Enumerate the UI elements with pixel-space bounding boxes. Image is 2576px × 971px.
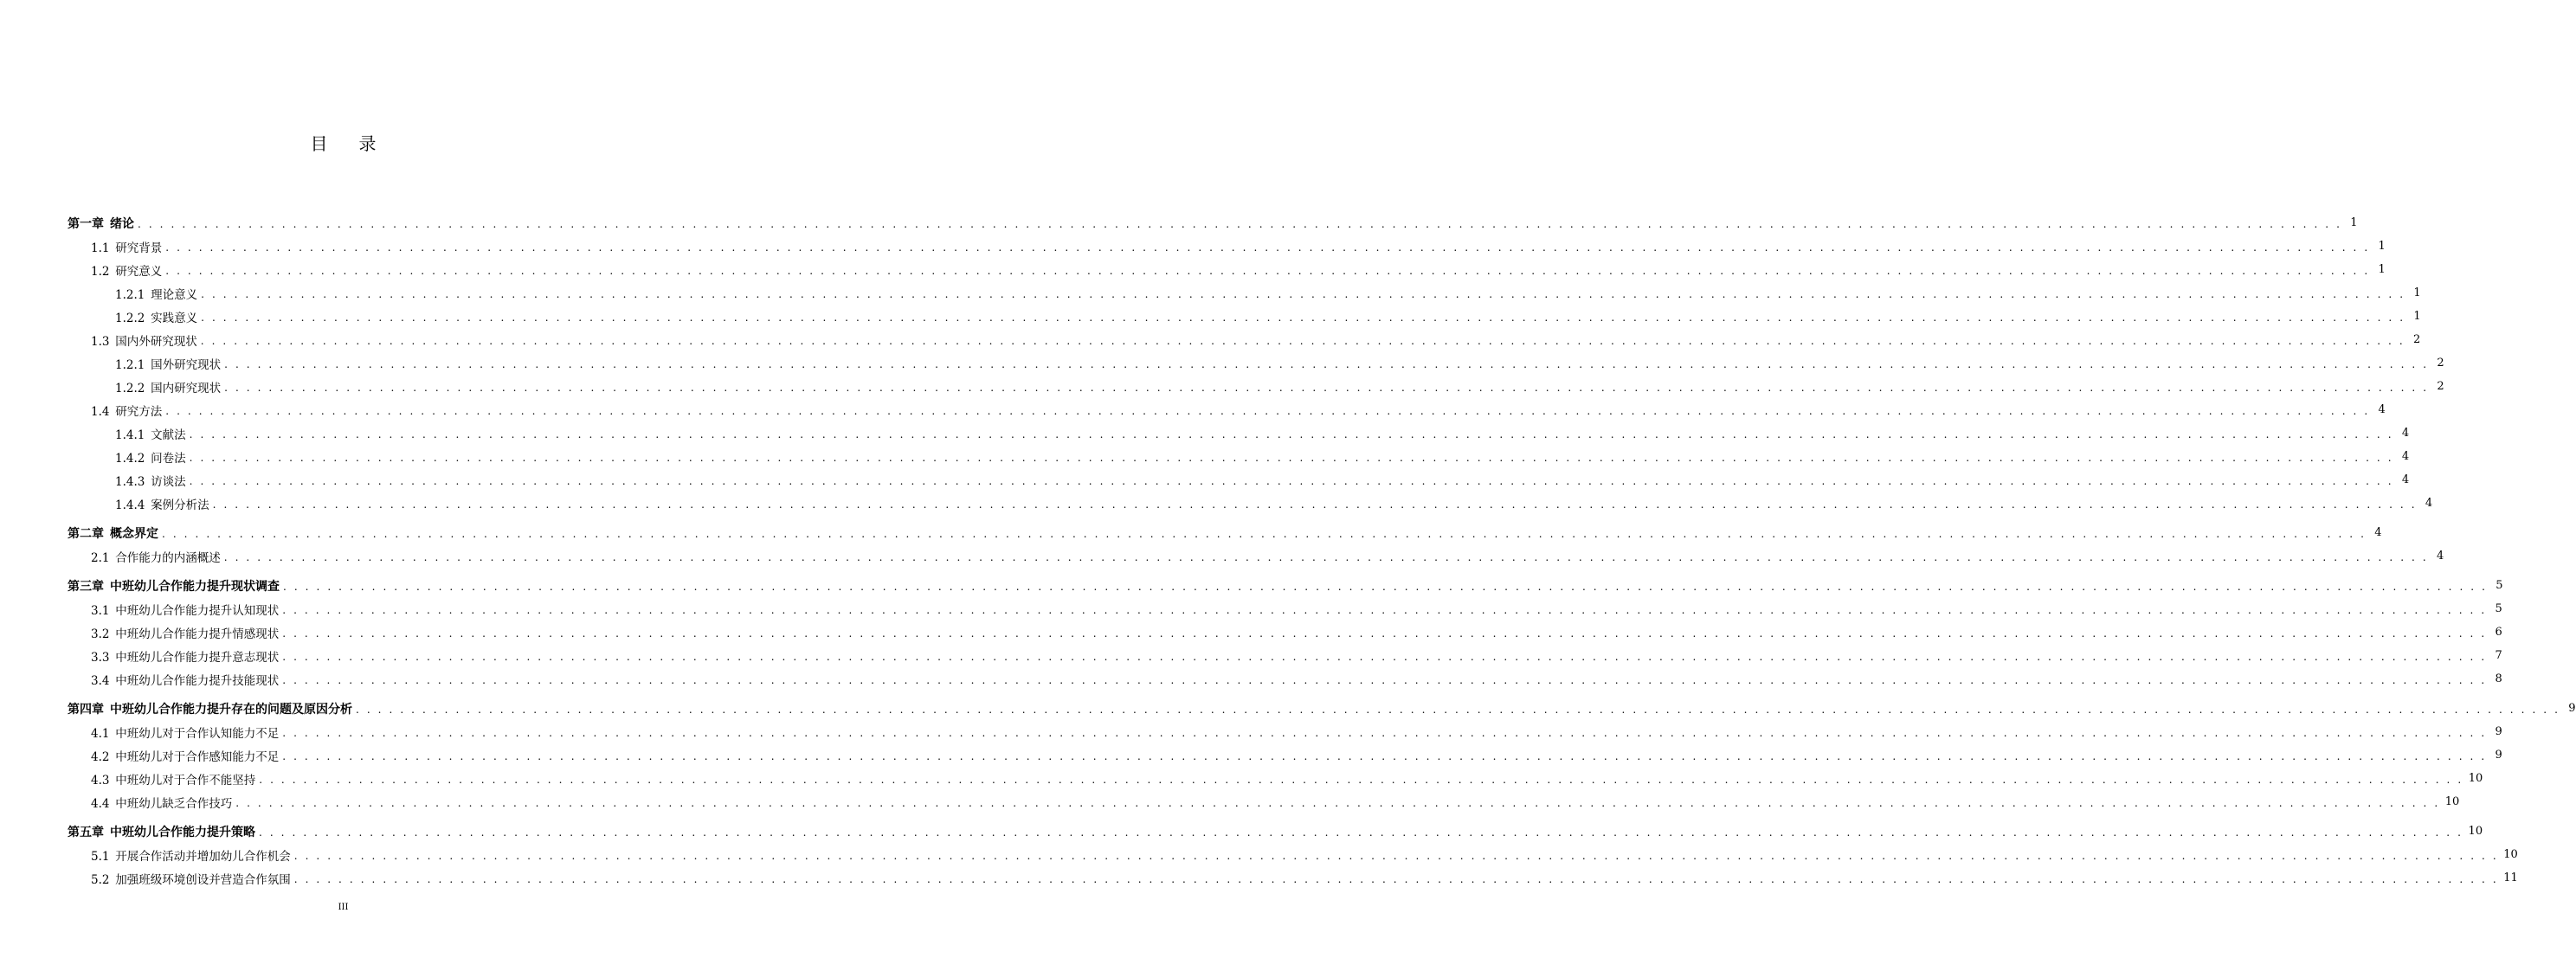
toc-entry-page-number: 10 [2468,772,2483,785]
toc-entry-number: 1.2.2 [115,381,145,395]
toc-entry-label: 研究方法 [115,404,163,419]
toc-entry-label: 中班幼儿合作能力提升情感现状 [115,627,280,641]
toc-entry-label: 合作能力的内涵概述 [115,550,221,565]
toc-entry-page-number: 8 [2495,672,2502,685]
toc-dot-leader: . . . . . . . . . . . . . . . . . . . . . . . . . . . . . . . . . . . . . . . . . . . . . . . . . . . . . . . . . . . . . . . . . . . . . . . . . . . . . . . . . . . . . . . . . . . . . . . . . . . . . . . . . . . . . . . . . . . . . . . . . . . . . . . . . . . . . . . . . . . . . . . . . . . . . . . . . . . . . . . . . . . . . . . . . . . . . . . . . . . . . . . . . . . . . . . . . . . . . . . [165,404,2370,417]
toc-entry-page-number: 6 [2495,626,2502,639]
toc-entry-label: 中班幼儿对于合作不能坚持 [115,773,256,788]
toc-entry-page-number: 4 [2374,526,2382,539]
toc-entry-label: 国内研究现状 [151,381,222,395]
toc-entry-title [91,624,282,641]
toc-entry-number: 4.1 [91,726,110,741]
toc-dot-leader: . . . . . . . . . . . . . . . . . . . . . . . . . . . . . . . . . . . . . . . . . . . . . . . . . . . . . . . . . . . . . . . . . . . . . . . . . . . . . . . . . . . . . . . . . . . . . . . . . . . . . . . . . . . . . . . . . . . . . . . . . . . . . . . . . . . . . . . . . . . . . . . . . . . . . . . . . . . . . . . . . . . . . . . . . . . . . . . . . . . . . . . . . . . . . . . . . . . . . . . [283,580,2488,593]
toc-dot-leader: . . . . . . . . . . . . . . . . . . . . . . . . . . . . . . . . . . . . . . . . . . . . . . . . . . . . . . . . . . . . . . . . . . . . . . . . . . . . . . . . . . . . . . . . . . . . . . . . . . . . . . . . . . . . . . . . . . . . . . . . . . . . . . . . . . . . . . . . . . . . . . . . . . . . . . . . . . . . . . . . . . . . . . . . . . . . . . . . . . . . . . . . . . . . . . . . . . . . . . . [282,627,2487,640]
toc-entry-number: 2.1 [91,550,110,565]
toc-entry[interactable] [68,375,2444,398]
toc-entry-number: 1.4.2 [115,451,145,466]
toc-entry-page-number: 2 [2437,357,2444,370]
toc-entry[interactable] [68,866,2518,890]
toc-entry-number: 1.2 [91,264,110,279]
page-title: 目录 [310,133,408,154]
toc-dot-leader: . . . . . . . . . . . . . . . . . . . . . . . . . . . . . . . . . . . . . . . . . . . . . . . . . . . . . . . . . . . . . . . . . . . . . . . . . . . . . . . . . . . . . . . . . . . . . . . . . . . . . . . . . . . . . . . . . . . . . . . . . . . . . . . . . . . . . . . . . . . . . . . . . . . . . . . . . . . . . . . . . . . . . . . . . . . . . . . . . . . . . . . . . . . . . . . . . . . . . . . [282,749,2487,762]
toc-entry-label: 案例分析法 [151,498,209,512]
toc-dot-leader: . . . . . . . . . . . . . . . . . . . . . . . . . . . . . . . . . . . . . . . . . . . . . . . . . . . . . . . . . . . . . . . . . . . . . . . . . . . . . . . . . . . . . . . . . . . . . . . . . . . . . . . . . . . . . . . . . . . . . . . . . . . . . . . . . . . . . . . . . . . . . . . . . . . . . . . . . . . . . . . . . . . . . . . . . . . . . . . . . . . . . . . . . . . . . . . . . . . . . . . [224,357,2429,370]
toc-entry-page-number: 1 [2413,310,2421,323]
toc-entry-number: 1.1 [91,241,110,255]
toc-entry-title [115,285,201,302]
toc-entry-title [91,846,294,864]
toc-entry-page-number: 5 [2496,579,2503,592]
toc-entry-number: 第一章 [68,216,104,231]
toc-dot-leader: . . . . . . . . . . . . . . . . . . . . . . . . . . . . . . . . . . . . . . . . . . . . . . . . . . . . . . . . . . . . . . . . . . . . . . . . . . . . . . . . . . . . . . . . . . . . . . . . . . . . . . . . . . . . . . . . . . . . . . . . . . . . . . . . . . . . . . . . . . . . . . . . . . . . . . . . . . . . . . . . . . . . . . . . . . . . . . . . . . . . . . . . . . . . . . . . . . . . . . . [189,428,2394,440]
toc-entry[interactable] [68,544,2444,568]
toc-entry-title [68,823,259,840]
toc-entry[interactable] [68,235,2386,258]
toc-entry-page-number: 4 [2401,427,2410,440]
toc-entry-number: 1.4.1 [115,428,145,442]
toc-entry-title [68,215,138,232]
toc-entry-page-number: 1 [2378,263,2386,276]
toc-entry[interactable] [68,421,2410,445]
toc-entry[interactable] [68,445,2410,468]
toc-dot-leader: . . . . . . . . . . . . . . . . . . . . . . . . . . . . . . . . . . . . . . . . . . . . . . . . . . . . . . . . . . . . . . . . . . . . . . . . . . . . . . . . . . . . . . . . . . . . . . . . . . . . . . . . . . . . . . . . . . . . . . . . . . . . . . . . . . . . . . . . . . . . . . . . . . . . . . . . . . . . . . . . . . . . . . . . . . . . . . . . . . . . . . . . . . . . . . . . . . . . . . . [201,287,2405,300]
toc-entry-label: 国外研究现状 [151,357,222,372]
table-of-contents [68,211,2576,890]
toc-entry-label: 加强班级环境创设并营造合作氛围 [115,872,291,887]
toc-entry-number: 1.2.1 [115,357,145,372]
toc-entry-title [91,548,224,565]
toc-entry-page-number: 2 [2413,333,2421,346]
toc-entry-number: 4.3 [91,773,110,788]
toc-entry-title [115,448,190,466]
toc-entry-label: 中班幼儿合作能力提升技能现状 [115,673,280,688]
toc-entry-label: 中班幼儿合作能力提升认知现状 [115,603,280,618]
toc-entry[interactable] [68,305,2421,328]
toc-entry-page-number: 9 [2495,725,2502,738]
toc-entry-title [68,577,283,595]
toc-entry-title [68,700,356,717]
toc-entry-label: 中班幼儿合作能力提升意志现状 [115,650,280,665]
toc-entry-label: 中班幼儿合作能力提升存在的问题及原因分析 [110,702,352,717]
toc-entry-title [91,647,282,665]
toc-entry-title [115,472,190,489]
toc-dot-leader: . . . . . . . . . . . . . . . . . . . . . . . . . . . . . . . . . . . . . . . . . . . . . . . . . . . . . . . . . . . . . . . . . . . . . . . . . . . . . . . . . . . . . . . . . . . . . . . . . . . . . . . . . . . . . . . . . . . . . . . . . . . . . . . . . . . . . . . . . . . . . . . . . . . . . . . . . . . . . . . . . . . . . . . . . . . . . . . . . . . . . . . . . . . . . . . . . . . . . . . [223,550,2429,563]
toc-entry-label: 开展合作活动并增加幼儿合作机会 [115,849,291,864]
toc-entry[interactable] [68,351,2444,375]
toc-dot-leader: . . . . . . . . . . . . . . . . . . . . . . . . . . . . . . . . . . . . . . . . . . . . . . . . . . . . . . . . . . . . . . . . . . . . . . . . . . . . . . . . . . . . . . . . . . . . . . . . . . . . . . . . . . . . . . . . . . . . . . . . . . . . . . . . . . . . . . . . . . . . . . . . . . . . . . . . . . . . . . . . . . . . . . . . . . . . . . . . . . . . . . . . . . . . . . . . . . . . . . . [282,603,2487,616]
toc-chapter-entry[interactable] [68,211,2358,235]
toc-entry-title [115,308,201,325]
toc-entry-page-number: 10 [2468,825,2483,838]
toc-entry-number: 5.2 [91,872,110,887]
toc-entry-page-number: 11 [2503,871,2518,884]
toc-entry-number: 第五章 [68,825,104,839]
toc-entry-page-number: 4 [2401,473,2410,486]
toc-entry-page-number: 4 [2401,450,2410,463]
toc-entry-label: 中班幼儿合作能力提升策略 [110,825,255,839]
toc-chapter-entry[interactable] [68,521,2382,544]
toc-entry-label: 中班幼儿合作能力提升现状调查 [110,579,280,594]
toc-dot-leader: . . . . . . . . . . . . . . . . . . . . . . . . . . . . . . . . . . . . . . . . . . . . . . . . . . . . . . . . . . . . . . . . . . . . . . . . . . . . . . . . . . . . . . . . . . . . . . . . . . . . . . . . . . . . . . . . . . . . . . . . . . . . . . . . . . . . . . . . . . . . . . . . . . . . . . . . . . . . . . . . . . . . . . . . . . . . . . . . . . . . . . . . . . . . . . . . . . . . . . . [259,773,2463,786]
toc-entry-number: 3.4 [91,673,110,688]
toc-dot-leader: . . . . . . . . . . . . . . . . . . . . . . . . . . . . . . . . . . . . . . . . . . . . . . . . . . . . . . . . . . . . . . . . . . . . . . . . . . . . . . . . . . . . . . . . . . . . . . . . . . . . . . . . . . . . . . . . . . . . . . . . . . . . . . . . . . . . . . . . . . . . . . . . . . . . . . . . . . . . . . . . . . . . . . . . . . . . . . . . . . . . . . . . . . . . . . . . . . . . . . . [162,527,2367,540]
footer-page-number: III [338,903,349,912]
toc-entry-number: 4.4 [91,796,110,811]
toc-dot-leader: . . . . . . . . . . . . . . . . . . . . . . . . . . . . . . . . . . . . . . . . . . . . . . . . . . . . . . . . . . . . . . . . . . . . . . . . . . . . . . . . . . . . . . . . . . . . . . . . . . . . . . . . . . . . . . . . . . . . . . . . . . . . . . . . . . . . . . . . . . . . . . . . . . . . . . . . . . . . . . . . . . . . . . . . . . . . . . . . . . . . . . . . . . . . . . . . . . . . . . . [200,334,2405,347]
toc-entry-number: 4.2 [91,749,110,764]
toc-dot-leader: . . . . . . . . . . . . . . . . . . . . . . . . . . . . . . . . . . . . . . . . . . . . . . . . . . . . . . . . . . . . . . . . . . . . . . . . . . . . . . . . . . . . . . . . . . . . . . . . . . . . . . . . . . . . . . . . . . . . . . . . . . . . . . . . . . . . . . . . . . . . . . . . . . . . . . . . . . . . . . . . . . . . . . . . . . . . . . . . . . . . . . . . . . . . . . . . . . . . . . . [165,241,2370,254]
toc-entry-number: 3.2 [91,627,110,641]
toc-entry-title [68,524,162,542]
toc-entry-label: 文献法 [151,428,186,442]
toc-entry-page-number: 1 [2378,240,2386,253]
toc-entry-label: 理论意义 [151,287,198,302]
toc-entry-number: 5.1 [91,849,110,864]
toc-entry[interactable] [68,328,2421,351]
toc-entry-page-number: 2 [2437,380,2444,393]
toc-entry-title [91,770,259,788]
toc-entry[interactable] [68,644,2502,667]
toc-entry-page-number: 9 [2568,702,2576,715]
toc-entry-title [91,601,282,618]
toc-entry-label: 概念界定 [110,526,158,541]
toc-entry-page-number: 7 [2495,649,2502,662]
toc-entry-title [91,723,282,741]
toc-entry-number: 3.1 [91,603,110,618]
toc-dot-leader: . . . . . . . . . . . . . . . . . . . . . . . . . . . . . . . . . . . . . . . . . . . . . . . . . . . . . . . . . . . . . . . . . . . . . . . . . . . . . . . . . . . . . . . . . . . . . . . . . . . . . . . . . . . . . . . . . . . . . . . . . . . . . . . . . . . . . . . . . . . . . . . . . . . . . . . . . . . . . . . . . . . . . . . . . . . . . . . . . . . . . . . . . . . . . . . . . . . . . . . [293,849,2499,862]
toc-entry-title [115,355,224,372]
toc-entry[interactable] [68,468,2410,492]
toc-entry-number: 1.4 [91,404,110,419]
toc-dot-leader: . . . . . . . . . . . . . . . . . . . . . . . . . . . . . . . . . . . . . . . . . . . . . . . . . . . . . . . . . . . . . . . . . . . . . . . . . . . . . . . . . . . . . . . . . . . . . . . . . . . . . . . . . . . . . . . . . . . . . . . . . . . . . . . . . . . . . . . . . . . . . . . . . . . . . . . . . . . . . . . . . . . . . . . . . . . . . . . . . . . . . . . . . . . . . . . . . . . . . . . [201,311,2405,324]
toc-entry-title [91,747,282,764]
toc-entry[interactable] [68,281,2421,305]
toc-dot-leader: . . . . . . . . . . . . . . . . . . . . . . . . . . . . . . . . . . . . . . . . . . . . . . . . . . . . . . . . . . . . . . . . . . . . . . . . . . . . . . . . . . . . . . . . . . . . . . . . . . . . . . . . . . . . . . . . . . . . . . . . . . . . . . . . . . . . . . . . . . . . . . . . . . . . . . . . . . . . . . . . . . . . . . . . . . . . . . . . . . . . . . . . . . . . . . . . . . . . . . . [165,264,2370,277]
toc-entry-number: 1.2.1 [115,287,145,302]
toc-entry-label: 访谈法 [151,474,186,489]
toc-entry-label: 中班幼儿缺乏合作技巧 [115,796,233,811]
toc-entry-label: 中班幼儿对于合作认知能力不足 [115,726,280,741]
toc-entry[interactable] [68,258,2386,281]
toc-dot-leader: . . . . . . . . . . . . . . . . . . . . . . . . . . . . . . . . . . . . . . . . . . . . . . . . . . . . . . . . . . . . . . . . . . . . . . . . . . . . . . . . . . . . . . . . . . . . . . . . . . . . . . . . . . . . . . . . . . . . . . . . . . . . . . . . . . . . . . . . . . . . . . . . . . . . . . . . . . . . . . . . . . . . . . . . . . . . . . . . . . . . . . . . . . . . . . . . . . . . . . . [282,726,2487,739]
toc-entry-title [91,870,294,887]
toc-entry-title [91,794,235,811]
toc-entry-number: 1.2.2 [115,311,145,325]
toc-entry-number: 1.4.3 [115,474,145,489]
toc-entry-title [115,425,190,442]
toc-entry[interactable] [68,720,2502,743]
toc-entry-number: 第三章 [68,579,104,594]
toc-entry-number: 1.4.4 [115,498,145,512]
toc-entry-page-number: 9 [2495,749,2502,762]
toc-entry-number: 1.3 [91,334,110,349]
toc-entry-label: 实践意义 [151,311,198,325]
toc-dot-leader: . . . . . . . . . . . . . . . . . . . . . . . . . . . . . . . . . . . . . . . . . . . . . . . . . . . . . . . . . . . . . . . . . . . . . . . . . . . . . . . . . . . . . . . . . . . . . . . . . . . . . . . . . . . . . . . . . . . . . . . . . . . . . . . . . . . . . . . . . . . . . . . . . . . . . . . . . . . . . . . . . . . . . . . . . . . . . . . . . . . . . . . . . . . . . . . . . . . . . . . [138,217,2342,230]
toc-entry-page-number: 10 [2444,795,2460,808]
toc-entry-title [115,378,224,395]
toc-entry-label: 研究意义 [115,264,163,279]
toc-entry-label: 研究背景 [115,241,163,255]
toc-chapter-entry[interactable] [68,574,2503,597]
toc-entry-page-number: 5 [2495,602,2502,615]
toc-dot-leader: . . . . . . . . . . . . . . . . . . . . . . . . . . . . . . . . . . . . . . . . . . . . . . . . . . . . . . . . . . . . . . . . . . . . . . . . . . . . . . . . . . . . . . . . . . . . . . . . . . . . . . . . . . . . . . . . . . . . . . . . . . . . . . . . . . . . . . . . . . . . . . . . . . . . . . . . . . . . . . . . . . . . . . . . . . . . . . . . . . . . . . . . . . . . . . . . . . . . . . . [282,650,2487,663]
toc-entry-number: 第四章 [68,702,104,717]
toc-dot-leader: . . . . . . . . . . . . . . . . . . . . . . . . . . . . . . . . . . . . . . . . . . . . . . . . . . . . . . . . . . . . . . . . . . . . . . . . . . . . . . . . . . . . . . . . . . . . . . . . . . . . . . . . . . . . . . . . . . . . . . . . . . . . . . . . . . . . . . . . . . . . . . . . . . . . . . . . . . . . . . . . . . . . . . . . . . . . . . . . . . . . . . . . . . . . . . . . . . . . . . . [356,703,2560,716]
toc-entry-label: 问卷法 [151,451,186,466]
toc-entry[interactable] [68,492,2433,515]
toc-dot-leader: . . . . . . . . . . . . . . . . . . . . . . . . . . . . . . . . . . . . . . . . . . . . . . . . . . . . . . . . . . . . . . . . . . . . . . . . . . . . . . . . . . . . . . . . . . . . . . . . . . . . . . . . . . . . . . . . . . . . . . . . . . . . . . . . . . . . . . . . . . . . . . . . . . . . . . . . . . . . . . . . . . . . . . . . . . . . . . . . . . . . . . . . . . . . . . . . . . . . . . . [293,872,2499,885]
toc-entry-title [115,495,213,512]
toc-dot-leader: . . . . . . . . . . . . . . . . . . . . . . . . . . . . . . . . . . . . . . . . . . . . . . . . . . . . . . . . . . . . . . . . . . . . . . . . . . . . . . . . . . . . . . . . . . . . . . . . . . . . . . . . . . . . . . . . . . . . . . . . . . . . . . . . . . . . . . . . . . . . . . . . . . . . . . . . . . . . . . . . . . . . . . . . . . . . . . . . . . . . . . . . . . . . . . . . . . . . . . . [189,451,2394,464]
toc-entry[interactable] [68,767,2483,790]
toc-entry[interactable] [68,743,2502,767]
toc-entry-page-number: 1 [2413,286,2421,299]
toc-entry-title [91,238,165,255]
toc-entry-label: 国内外研究现状 [115,334,197,349]
toc-dot-leader: . . . . . . . . . . . . . . . . . . . . . . . . . . . . . . . . . . . . . . . . . . . . . . . . . . . . . . . . . . . . . . . . . . . . . . . . . . . . . . . . . . . . . . . . . . . . . . . . . . . . . . . . . . . . . . . . . . . . . . . . . . . . . . . . . . . . . . . . . . . . . . . . . . . . . . . . . . . . . . . . . . . . . . . . . . . . . . . . . . . . . . . . . . . . . . . . . . . . . . . [235,796,2440,809]
toc-entry-page-number: 4 [2378,403,2386,416]
toc-entry-label: 中班幼儿对于合作感知能力不足 [115,749,280,764]
toc-entry-page-number: 1 [2350,216,2358,229]
toc-entry-title [91,331,201,349]
toc-entry[interactable] [68,790,2460,813]
toc-entry[interactable] [68,843,2518,866]
toc-entry[interactable] [68,621,2502,644]
toc-entry-title [91,402,165,419]
toc-dot-leader: . . . . . . . . . . . . . . . . . . . . . . . . . . . . . . . . . . . . . . . . . . . . . . . . . . . . . . . . . . . . . . . . . . . . . . . . . . . . . . . . . . . . . . . . . . . . . . . . . . . . . . . . . . . . . . . . . . . . . . . . . . . . . . . . . . . . . . . . . . . . . . . . . . . . . . . . . . . . . . . . . . . . . . . . . . . . . . . . . . . . . . . . . . . . . . . . . . . . . . . [224,381,2429,394]
toc-entry[interactable] [68,398,2386,421]
toc-chapter-entry[interactable] [68,820,2483,843]
toc-entry-title [91,671,282,688]
toc-dot-leader: . . . . . . . . . . . . . . . . . . . . . . . . . . . . . . . . . . . . . . . . . . . . . . . . . . . . . . . . . . . . . . . . . . . . . . . . . . . . . . . . . . . . . . . . . . . . . . . . . . . . . . . . . . . . . . . . . . . . . . . . . . . . . . . . . . . . . . . . . . . . . . . . . . . . . . . . . . . . . . . . . . . . . . . . . . . . . . . . . . . . . . . . . . . . . . . . . . . . . . . [212,498,2418,511]
toc-entry-page-number: 10 [2503,848,2518,861]
toc-chapter-entry[interactable] [68,697,2576,720]
toc-dot-leader: . . . . . . . . . . . . . . . . . . . . . . . . . . . . . . . . . . . . . . . . . . . . . . . . . . . . . . . . . . . . . . . . . . . . . . . . . . . . . . . . . . . . . . . . . . . . . . . . . . . . . . . . . . . . . . . . . . . . . . . . . . . . . . . . . . . . . . . . . . . . . . . . . . . . . . . . . . . . . . . . . . . . . . . . . . . . . . . . . . . . . . . . . . . . . . . . . . . . . . . [259,826,2463,839]
toc-entry-page-number: 4 [2425,497,2433,510]
toc-entry-title [91,261,165,279]
toc-dot-leader: . . . . . . . . . . . . . . . . . . . . . . . . . . . . . . . . . . . . . . . . . . . . . . . . . . . . . . . . . . . . . . . . . . . . . . . . . . . . . . . . . . . . . . . . . . . . . . . . . . . . . . . . . . . . . . . . . . . . . . . . . . . . . . . . . . . . . . . . . . . . . . . . . . . . . . . . . . . . . . . . . . . . . . . . . . . . . . . . . . . . . . . . . . . . . . . . . . . . . . . [282,673,2487,686]
toc-entry-label: 绪论 [110,216,134,231]
toc-entry[interactable] [68,667,2502,691]
toc-entry-page-number: 4 [2437,550,2444,563]
toc-entry-number: 第二章 [68,526,104,541]
toc-entry-number: 3.3 [91,650,110,665]
toc-dot-leader: . . . . . . . . . . . . . . . . . . . . . . . . . . . . . . . . . . . . . . . . . . . . . . . . . . . . . . . . . . . . . . . . . . . . . . . . . . . . . . . . . . . . . . . . . . . . . . . . . . . . . . . . . . . . . . . . . . . . . . . . . . . . . . . . . . . . . . . . . . . . . . . . . . . . . . . . . . . . . . . . . . . . . . . . . . . . . . . . . . . . . . . . . . . . . . . . . . . . . . . [189,474,2394,487]
toc-entry[interactable] [68,597,2502,621]
